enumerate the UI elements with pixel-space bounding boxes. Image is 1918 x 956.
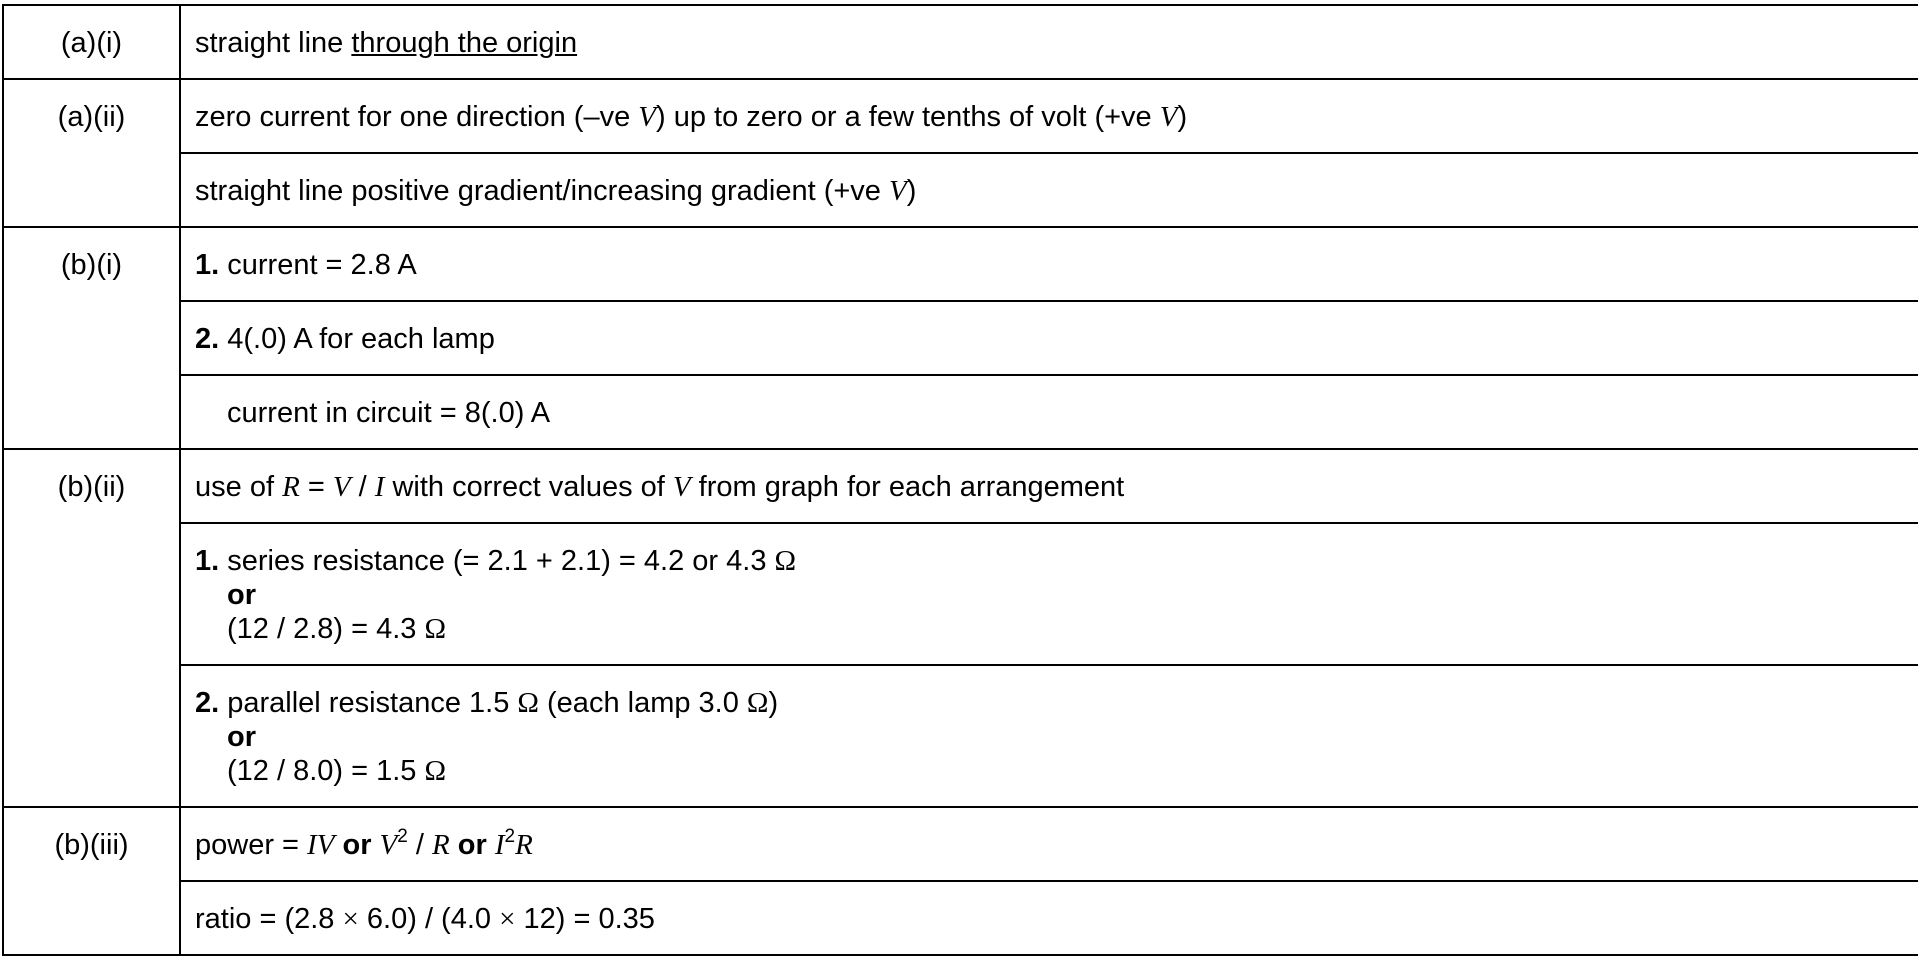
answer-text: 4(.0) A for each lamp (219, 323, 495, 355)
symbol-v: V (888, 175, 907, 207)
table-row (3, 79, 1918, 153)
answer-cell (180, 375, 1918, 449)
answer-text: ) (1177, 101, 1188, 133)
table-row (3, 523, 1918, 665)
answer-text: parallel resistance 1.5 (219, 687, 518, 719)
symbol-v: V (672, 471, 691, 503)
table-row (3, 227, 1918, 301)
table-row (3, 5, 1918, 79)
answer-text: straight line positive gradient/increasing gradient (+ve (195, 175, 889, 207)
answer-cell (180, 5, 1918, 79)
answer-line (195, 754, 1904, 788)
answer-line (195, 578, 1904, 612)
answer-text: / (350, 471, 375, 503)
table-row (3, 301, 1918, 375)
answer-text: (each lamp 3.0 (538, 687, 747, 719)
symbol-r: R (515, 829, 533, 861)
superscript-two: 2 (504, 826, 516, 847)
question-number (3, 227, 180, 449)
answer-text: 12) = 0.35 (515, 903, 655, 935)
omega-symbol: Ω (517, 687, 539, 719)
symbol-r: R (432, 829, 450, 861)
question-number (3, 449, 180, 807)
symbol-r: R (282, 471, 300, 503)
symbol-v: V (638, 101, 656, 133)
answer-text: use of (195, 471, 283, 503)
or-keyword: or (227, 721, 256, 753)
symbol-i: I (374, 471, 385, 503)
answer-text: ratio = (2.8 (195, 903, 343, 935)
superscript-two: 2 (397, 826, 408, 847)
item-number: 2. (195, 323, 220, 355)
symbol-i: I (494, 829, 505, 861)
table-row (3, 153, 1918, 227)
answer-text: ) (768, 687, 779, 719)
answer-cell (180, 227, 1918, 301)
answer-cell (180, 153, 1918, 227)
symbol-iv: IV (307, 829, 335, 861)
question-label: (b)(ii) (57, 471, 126, 503)
answer-line (195, 612, 1904, 646)
question-label: (a)(i) (60, 27, 123, 59)
omega-symbol: Ω (424, 613, 447, 645)
answer-text: 6.0) / (4.0 (358, 903, 500, 935)
answer-text: ) (906, 175, 917, 207)
item-number: 2. (195, 687, 220, 719)
mark-scheme-table (2, 4, 1918, 956)
table-row (3, 449, 1918, 523)
answer-text: zero current for one direction (–ve (195, 101, 639, 133)
question-number (3, 807, 180, 955)
answer-cell (180, 807, 1918, 881)
question-number (3, 5, 180, 79)
answer-cell (180, 665, 1918, 807)
answer-cell (180, 449, 1918, 523)
table-row (3, 375, 1918, 449)
answer-text: / (407, 829, 433, 861)
answer-text: from graph for each arrangement (690, 471, 1125, 503)
answer-cell (180, 881, 1918, 955)
table-row (3, 665, 1918, 807)
answer-line (195, 720, 1904, 754)
symbol-v: V (379, 829, 398, 861)
question-label: (b)(iii) (54, 829, 129, 861)
answer-text: current = 2.8 A (219, 249, 417, 281)
question-number (3, 79, 180, 227)
item-number: 1. (195, 249, 220, 281)
answer-cell (180, 79, 1918, 153)
omega-symbol: Ω (424, 755, 447, 787)
omega-symbol: Ω (774, 545, 797, 577)
answer-cell (180, 523, 1918, 665)
question-label: (a)(ii) (57, 101, 126, 133)
times-symbol: × (342, 903, 359, 935)
answer-line (195, 544, 1904, 578)
item-number: 1. (195, 545, 220, 577)
answer-text: ) up to zero or a few tenths of volt (+ve (656, 101, 1160, 133)
answer-text: series resistance (= 2.1 + 2.1) = 4.2 or 4.3 (219, 545, 775, 577)
answer-line (195, 686, 1904, 720)
question-label: (b)(i) (60, 249, 123, 281)
table-row (3, 807, 1918, 881)
answer-cell (180, 301, 1918, 375)
or-keyword: or (449, 829, 495, 861)
table-row (3, 881, 1918, 955)
symbol-v: V (332, 471, 351, 503)
answer-text: (12 / 2.8) = 4.3 (227, 613, 425, 645)
answer-text: power = (195, 829, 308, 861)
answer-text: straight line (195, 27, 352, 59)
underlined-text: through the origin (351, 27, 578, 59)
or-keyword: or (334, 829, 380, 861)
answer-text: with correct values of (384, 471, 673, 503)
answer-text: = (299, 471, 333, 503)
omega-symbol: Ω (746, 687, 769, 719)
answer-text: current in circuit = 8(.0) A (227, 397, 551, 429)
or-keyword: or (227, 579, 256, 611)
times-symbol: × (499, 903, 516, 935)
symbol-v: V (1159, 101, 1178, 133)
answer-text: (12 / 8.0) = 1.5 (227, 755, 425, 787)
